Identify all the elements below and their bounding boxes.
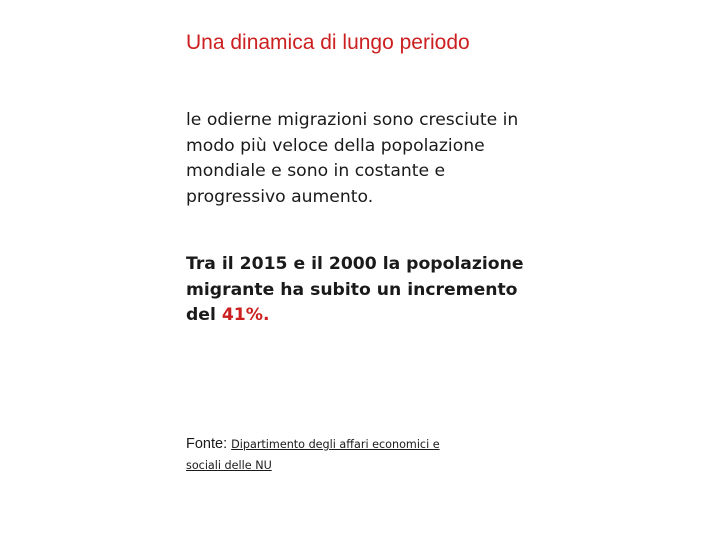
statistic-percentage: 41%. [221, 305, 270, 325]
source-citation [186, 434, 516, 474]
source-line-1 [186, 434, 516, 455]
intro-paragraph: le odierne migrazioni sono cresciute in modo più veloce della popolazione mondiale e sono in costante e progressivo aumento. [186, 110, 519, 207]
source-link-part-1[interactable]: Dipartimento degli affari economici e [231, 438, 440, 451]
source-label: Fonte: [186, 436, 232, 452]
slide-title: Una dinamica di lungo periodo [186, 31, 470, 54]
statistic-text: Tra il 2015 e il 2000 la popolazione migrante ha subito un incremento del [186, 254, 524, 325]
source-link-part-2[interactable]: sociali delle NU [186, 459, 272, 472]
statistic-paragraph [186, 252, 546, 329]
